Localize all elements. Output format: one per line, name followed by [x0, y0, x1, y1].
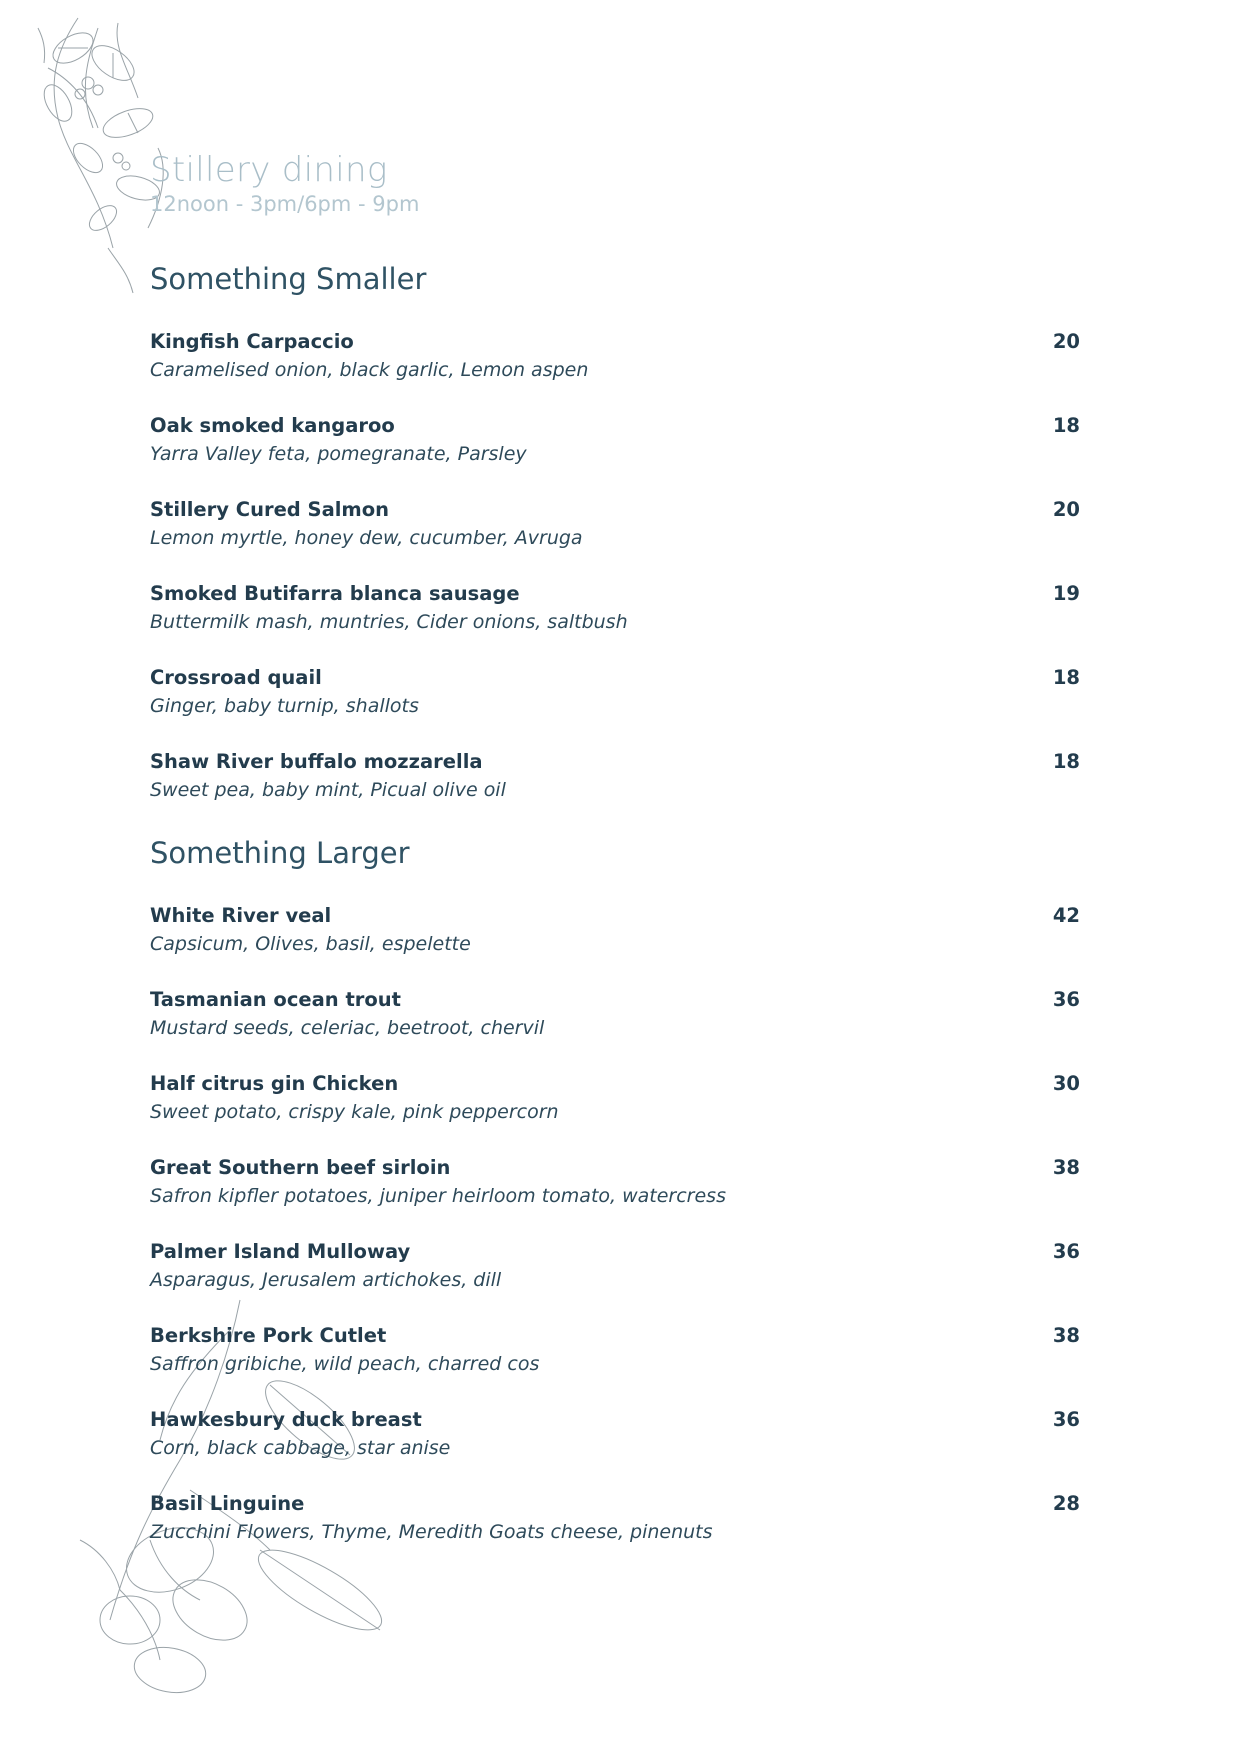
item-name: White River veal: [150, 904, 332, 927]
item-name: Stillery Cured Salmon: [150, 498, 390, 521]
item-name: Crossroad quail: [150, 666, 322, 689]
item-name: Half citrus gin Chicken: [150, 1072, 399, 1095]
menu-item: [150, 748, 1080, 804]
menu-item: [150, 1490, 1080, 1546]
item-name: Palmer Island Mulloway: [150, 1240, 411, 1263]
item-price: 30: [1052, 1072, 1080, 1095]
item-description: Mustard seeds, celeriac, beetroot, chervil: [150, 1017, 545, 1039]
item-name: Basil Linguine: [150, 1492, 305, 1515]
item-description: Ginger, baby turnip, shallots: [150, 695, 419, 717]
menu-item: [150, 902, 1080, 958]
item-price: 18: [1052, 666, 1080, 689]
section-title-larger: Something Larger: [150, 836, 410, 870]
item-name: Hawkesbury duck breast: [150, 1408, 422, 1431]
item-price: 28: [1052, 1492, 1080, 1515]
menu-item: [150, 412, 1080, 468]
item-description: Corn, black cabbage, star anise: [150, 1437, 451, 1459]
item-name: Oak smoked kangaroo: [150, 414, 395, 437]
item-description: Zucchini Flowers, Thyme, Meredith Goats cheese, pinenuts: [150, 1521, 713, 1543]
item-description: Buttermilk mash, muntries, Cider onions, saltbush: [150, 611, 628, 633]
item-price: 20: [1052, 330, 1080, 353]
menu-item: [150, 1070, 1080, 1126]
item-price: 36: [1052, 988, 1080, 1011]
item-price: 38: [1052, 1156, 1080, 1179]
item-name: Tasmanian ocean trout: [150, 988, 401, 1011]
menu-title: Stillery dining: [150, 150, 388, 190]
item-price: 19: [1052, 582, 1080, 605]
item-description: Saffron gribiche, wild peach, charred cos: [150, 1353, 540, 1375]
item-description: Sweet potato, crispy kale, pink peppercorn: [150, 1101, 559, 1123]
menu-item: [150, 664, 1080, 720]
menu-item: [150, 496, 1080, 552]
item-price: 20: [1052, 498, 1080, 521]
item-name: Kingfish Carpaccio: [150, 330, 354, 353]
item-price: 38: [1052, 1324, 1080, 1347]
item-description: Asparagus, Jerusalem artichokes, dill: [150, 1269, 502, 1291]
item-price: 18: [1052, 414, 1080, 437]
item-description: Yarra Valley feta, pomegranate, Parsley: [150, 443, 527, 465]
item-name: Shaw River buffalo mozzarella: [150, 750, 483, 773]
menu-item: [150, 1406, 1080, 1462]
menu-item: [150, 580, 1080, 636]
menu-item: [150, 328, 1080, 384]
menu-item: [150, 1322, 1080, 1378]
section-title-smaller: Something Smaller: [150, 262, 427, 296]
menu-item: [150, 986, 1080, 1042]
menu-item: [150, 1238, 1080, 1294]
item-description: Lemon myrtle, honey dew, cucumber, Avruga: [150, 527, 583, 549]
item-price: 42: [1052, 904, 1080, 927]
item-price: 36: [1052, 1240, 1080, 1263]
item-description: Sweet pea, baby mint, Picual olive oil: [150, 779, 506, 801]
menu-item: [150, 1154, 1080, 1210]
item-name: Berkshire Pork Cutlet: [150, 1324, 387, 1347]
item-name: Smoked Butifarra blanca sausage: [150, 582, 520, 605]
opening-hours: 12noon - 3pm/6pm - 9pm: [150, 192, 420, 216]
item-name: Great Southern beef sirloin: [150, 1156, 451, 1179]
item-price: 36: [1052, 1408, 1080, 1431]
item-description: Caramelised onion, black garlic, Lemon aspen: [150, 359, 589, 381]
item-description: Capsicum, Olives, basil, espelette: [150, 933, 471, 955]
menu-header: [150, 150, 419, 218]
item-price: 18: [1052, 750, 1080, 773]
item-description: Safron kipfler potatoes, juniper heirloom tomato, watercress: [150, 1185, 726, 1207]
